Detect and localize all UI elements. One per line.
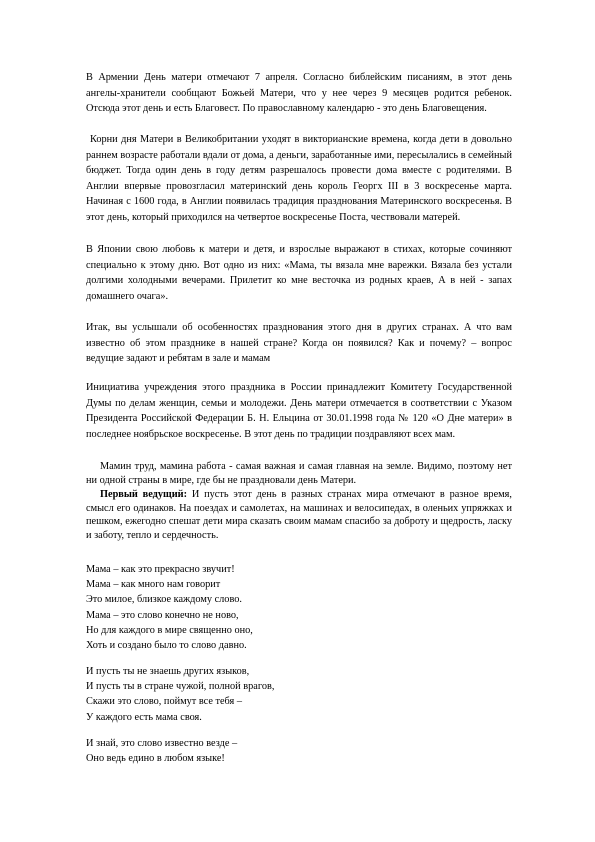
paragraph-work: Мамин труд, мамина работа - самая важная и самая главная на земле. Видимо, поэтому нет ни одной страны в мире, где бы не праздновали день Матери.	[86, 461, 512, 486]
poem-stanza-2	[86, 664, 506, 725]
poem-stanza-1	[86, 562, 506, 653]
paragraph-britain: Корни дня Матери в Великобритании уходят в викторианские времена, когда дети в довольно раннем возрасте работали вдали от дома, а деньги, заработанные ими, пересылались в семейный бюджет. Тогда один день в году детям разрешалось провести дома вместе с родителями. В Англии впервые провозгласил материнский день король Георгх III в 3 воскресенье марта. Начиная с 1600 года, в Англии появилась традиция празднования Материнского воскресенья. В этот день, который приходился на четвертое воскресенье Поста, чествовали матерей.	[86, 134, 512, 223]
paragraph-first-host	[86, 488, 512, 542]
poem-line: Мама – это слово конечно не ново,	[86, 609, 239, 621]
paragraph-japan: В Японии свою любовь к матери и детя, и взрослые выражают в стихах, которые сочиняют специально к этому дню. Вот одно из них: «Мама, ты вязала мне варежки. Вязала без устали долгими холодными вечерами. Прилетит ко мне весточка из родных краев, А в ней - запах домашнего очага».	[86, 244, 512, 302]
poem-line: И пусть ты в стране чужой, полной врагов,	[86, 681, 275, 693]
poem-stanza-3	[86, 736, 506, 766]
first-host-text: И пусть этот день в разных странах мира отмечают в разное время, смысл его одинаков. На поездах и самолетах, на машинах и велосипедах, в оленьих упряжках и пешком, ежегодно спешат дети мира сказать своим мамам спасибо за доброту и щедрость, ласку и заботу, тепло и сердечность.	[86, 489, 512, 541]
poem-line: Скажи это слово, поймут все тебя –	[86, 696, 242, 708]
poem-line: Мама – как это прекрасно звучит!	[86, 564, 235, 575]
paragraph-question: Итак, вы услышали об особенностях празднования этого дня в других странах. А что вам известно об этом празднике в нашей стране? Когда он появился? Как и почему? – вопрос ведущие задают и ребятам в зале и мамам	[86, 322, 512, 365]
poem-line: Это милое, близкое каждому слово.	[86, 594, 242, 606]
poem-line: И знай, это слово известно везде –	[86, 738, 238, 749]
poem-line: Но для каждого в мире священно оно,	[86, 624, 253, 636]
paragraph-armenia: В Армении День матери отмечают 7 апреля. Согласно библейским писаниям, в этот день ангелы-хранители сообщают Божьей Матери, что у нее через 9 месяцев родится ребенок. Отсюда этот день и есть Благовест. По православному календарю - это день Благовещения.	[86, 72, 512, 115]
poem-line: У каждого есть мама своя.	[86, 711, 202, 723]
first-host-label: Первый ведущий:	[100, 489, 188, 500]
poem-line: Хоть и создано было то слово давно.	[86, 640, 247, 652]
poem-line: И пусть ты не знаешь других языков,	[86, 666, 250, 677]
paragraph-russia: Инициатива учреждения этого праздника в России принадлежит Комитету Государственной Думы по делам женщин, семьи и молодежи. День матери отмечается в соответствии с Указом Президента Российской Федерации Б. Н. Ельцина от 30.01.1998 года № 120 «О Дне матери» в последнее ноябрьское воскресенье. В этот день по традиции поздравляют всех мам.	[86, 382, 512, 440]
poem-line: Мама – как много нам говорит	[86, 579, 221, 591]
poem-line: Оно ведь едино в любом языке!	[86, 753, 225, 765]
